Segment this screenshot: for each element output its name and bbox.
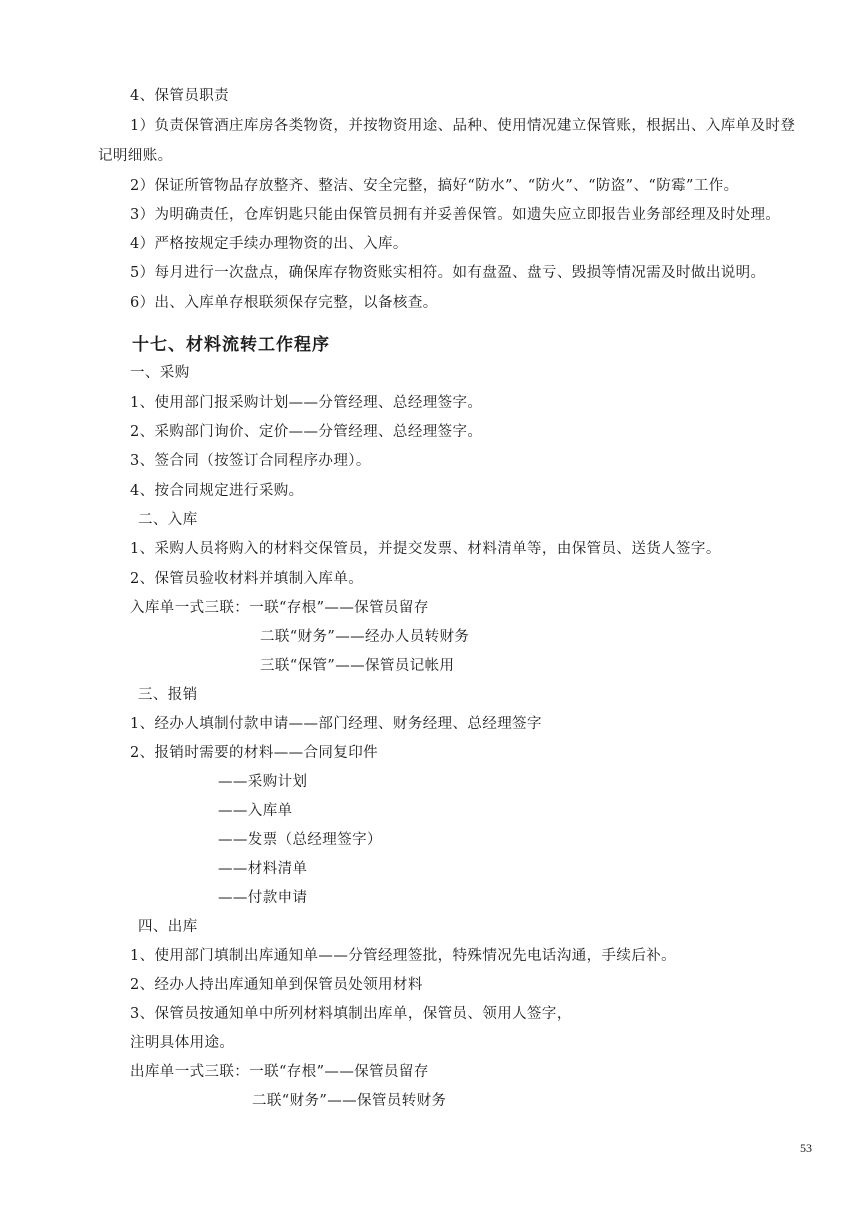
reimbursement-item: 1、经办人填制付款申请——部门经理、财务经理、总经理签字 (130, 716, 542, 732)
duty-item: 4）严格按规定手续办理物资的出、入库。 (130, 236, 408, 252)
duty-item: 5）每月进行一次盘点，确保库存物资账实相符。如有盘盈、盘亏、毁损等情况需及时做出说明。 (130, 265, 766, 281)
reimbursement-material: ——采购计划 (218, 774, 308, 790)
reimbursement-material: ——发票（总经理签字） (218, 832, 382, 848)
section-title: 十七、材料流转工作程序 (132, 335, 330, 355)
duty-item: 2）保证所管物品存放整齐、整洁、安全完整，搞好“防水”、“防火”、“防盗”、“防霉”工作。 (130, 178, 739, 194)
outbound-duplicate-line: 出库单一式三联：一联“存根”——保管员留存 (130, 1064, 429, 1080)
duty-item-continuation: 记明细账。 (98, 148, 173, 164)
warehousing-item: 2、保管员验收材料并填制入库单。 (130, 571, 364, 587)
purchase-heading: 一、采购 (130, 365, 190, 381)
purchase-item: 2、采购部门询价、定价——分管经理、总经理签字。 (130, 424, 483, 440)
warehousing-triplicate-line: 入库单一式三联：一联“存根”——保管员留存 (130, 600, 429, 616)
duty-item: 6）出、入库单存根联须保存完整，以备核查。 (130, 295, 438, 311)
outbound-duplicate-line: 二联“财务”——保管员转财务 (252, 1093, 447, 1109)
outbound-item: 注明具体用途。 (130, 1035, 235, 1051)
outbound-item: 3、保管员按通知单中所列材料填制出库单，保管员、领用人签字， (130, 1006, 572, 1022)
warehousing-triplicate-line: 三联“保管”——保管员记帐用 (260, 658, 455, 674)
warehousing-triplicate-line: 二联“财务”——经办人员转财务 (260, 629, 470, 645)
outbound-item: 2、经办人持出库通知单到保管员处领用材料 (130, 977, 423, 993)
reimbursement-material: ——付款申请 (218, 890, 308, 906)
warehousing-heading: 二、入库 (138, 512, 198, 528)
purchase-item: 3、签合同（按签订合同程序办理）。 (130, 453, 371, 469)
outbound-heading: 四、出库 (138, 919, 198, 935)
outbound-item: 1、使用部门填制出库通知单——分管经理签批，特殊情况先电话沟通，手续后补。 (130, 948, 677, 964)
duty-item: 1）负责保管酒庄库房各类物资，并按物资用途、品种、使用情况建立保管账，根据出、入库单及时登 (130, 118, 796, 134)
duty-item: 3）为明确责任，仓库钥匙只能由保管员拥有并妥善保管。如遗失应立即报告业务部经理及时处理。 (130, 207, 781, 223)
reimbursement-heading: 三、报销 (138, 687, 198, 703)
page-number: 53 (800, 1141, 812, 1155)
reimbursement-material: ——材料清单 (218, 861, 308, 877)
reimbursement-material: ——入库单 (218, 803, 293, 819)
purchase-item: 4、按合同规定进行采购。 (130, 483, 304, 499)
duties-heading: 4、保管员职责 (130, 88, 230, 104)
warehousing-item: 1、采购人员将购入的材料交保管员，并提交发票、材料清单等，由保管员、送货人签字。 (130, 541, 721, 557)
reimbursement-item: 2、报销时需要的材料——合同复印件 (130, 745, 379, 761)
purchase-item: 1、使用部门报采购计划——分管经理、总经理签字。 (130, 395, 483, 411)
